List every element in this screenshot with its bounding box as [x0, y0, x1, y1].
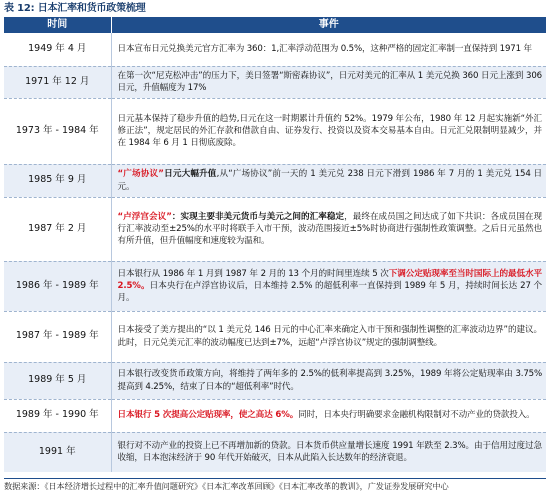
table-caption [4, 2, 146, 16]
header-time: 时间 [4, 17, 111, 33]
table-row [4, 197, 546, 261]
row-event [111, 399, 546, 432]
row-time: 1989 年 - 1990 年 [4, 399, 111, 432]
caption-title: 日本汇率和货币政策梳理 [37, 3, 146, 14]
row-event: 日本接受了美方提出的“以 1 美元兑 146 日元的中心汇率来确定入市干预和强制性调整的汇率波动边界”的建议。此时，日元兑美元汇率的波动幅度已达到±7%，远超“卢浮宫协议”规定的强制调整线。 [111, 311, 546, 362]
caption-label: 表 12: [4, 3, 35, 14]
table-row [4, 261, 546, 311]
event-text: 日本央行在卢浮宫协议后，日本维持 2.5% 的超低利率一直保持到 1989 年 5 月，持续时间长达 27 个月。 [117, 280, 542, 304]
table-row [4, 98, 546, 164]
event-highlight: “广场协议” [117, 169, 164, 180]
row-event [111, 164, 546, 197]
row-time: 1987 年 2 月 [4, 197, 111, 261]
table-row [4, 311, 546, 362]
event-text: 日本银行从 1986 年 1 月到 1987 年 2 月的 13 个月的时间里连续 5 次 [117, 268, 389, 279]
row-event: 日本银行改变货币政策方向，将维持了两年多的 2.5%的低利率提高到 3.25%，1989 年将公定贴现率由 3.75%提高到 4.25%，结束了日本的“超低利率”时代。 [111, 362, 546, 399]
event-highlight: 下调公定贴现率至当时国际上的最低水平 2.5%。 [117, 268, 542, 291]
table-row [4, 399, 546, 432]
row-time: 1971 年 12 月 [4, 66, 111, 98]
row-event [111, 197, 546, 261]
table-row [4, 33, 546, 66]
table-row [4, 362, 546, 399]
row-time: 1986 年 - 1989 年 [4, 261, 111, 311]
row-time: 1985 年 9 月 [4, 164, 111, 197]
row-event: 银行对不动产业的投资上已不再增加新的贷款。日本货币供应量增长速度 1991 年跌至 2.3%。由于信用过度过急收缩，日本泡沫经济于 90 年代开始破灭，日本从此陷入长达数年的经济衰退。 [111, 432, 546, 472]
source-note: 数据来源：《日本经济增长过程中的汇率升值问题研究》《日本汇率改革回顾》《日本汇率改革的教训》，广发证券发展研究中心 [4, 478, 546, 492]
row-event: 日元基本保持了稳步升值的趋势,日元在这一时期累计升值约 52%。1979 年公布，1980 年 12 月起实施新“外汇修正法”，规定居民的外汇存款和借款自由、证券发行、投资以及资本交易基本自由。日元汇兑限制明显减少，并在 1984 年 6 月 1 日彻底废除。 [111, 98, 546, 164]
row-time: 1989 年 5 月 [4, 362, 111, 399]
event-text: 同时，日本央行明确要求金融机构限制对不动产业的贷款投入。 [298, 410, 535, 421]
events-table [4, 17, 546, 472]
event-text: ,从“广场协议”前一天的 1 美元兑 238 日元下滑到 1986 年 7 月的 1 美元兑 154 日元。 [117, 169, 542, 192]
event-highlight: 日元大幅升值 [163, 169, 217, 180]
row-time: 1949 年 4 月 [4, 33, 111, 66]
table-row [4, 432, 546, 472]
event-text: ，最终在成员国之间达成了如下共识：各成员国在现行汇率波动至±25%的水平时将联手入市干预，波动范围接近±5%时协商进行强制性政策调整。之后日元虽然也有所升值，但升值幅度和速度较为温和。 [117, 211, 542, 247]
row-time: 1973 年 - 1984 年 [4, 98, 111, 164]
event-highlight: “卢浮宫会议” [117, 211, 172, 222]
row-event: 日本宣布日元兑换美元官方汇率为 360：1,汇率浮动范围为 0.5%，这种严格的固定汇率制一直保持到 1971 年 [117, 44, 532, 55]
table-row [4, 164, 546, 197]
row-time: 1987 年 - 1989 年 [4, 311, 111, 362]
event-highlight: 日本银行 5 次提高公定贴现率，使之高达 6%。 [117, 410, 299, 421]
row-event [111, 261, 546, 311]
table-row [4, 66, 546, 98]
row-time: 1991 年 [4, 432, 111, 472]
event-highlight: ：实现主要非美元货币与美元之间的汇率稳定 [171, 211, 345, 222]
header-event: 事件 [111, 17, 546, 33]
row-event: 在第一次“尼克松冲击”的压力下，美日签署“斯密森协议”，日元对美元的汇率从 1 美元兑换 360 日元上涨到 306 日元，升值幅度为 17% [111, 66, 546, 98]
table-header-row [4, 17, 546, 33]
